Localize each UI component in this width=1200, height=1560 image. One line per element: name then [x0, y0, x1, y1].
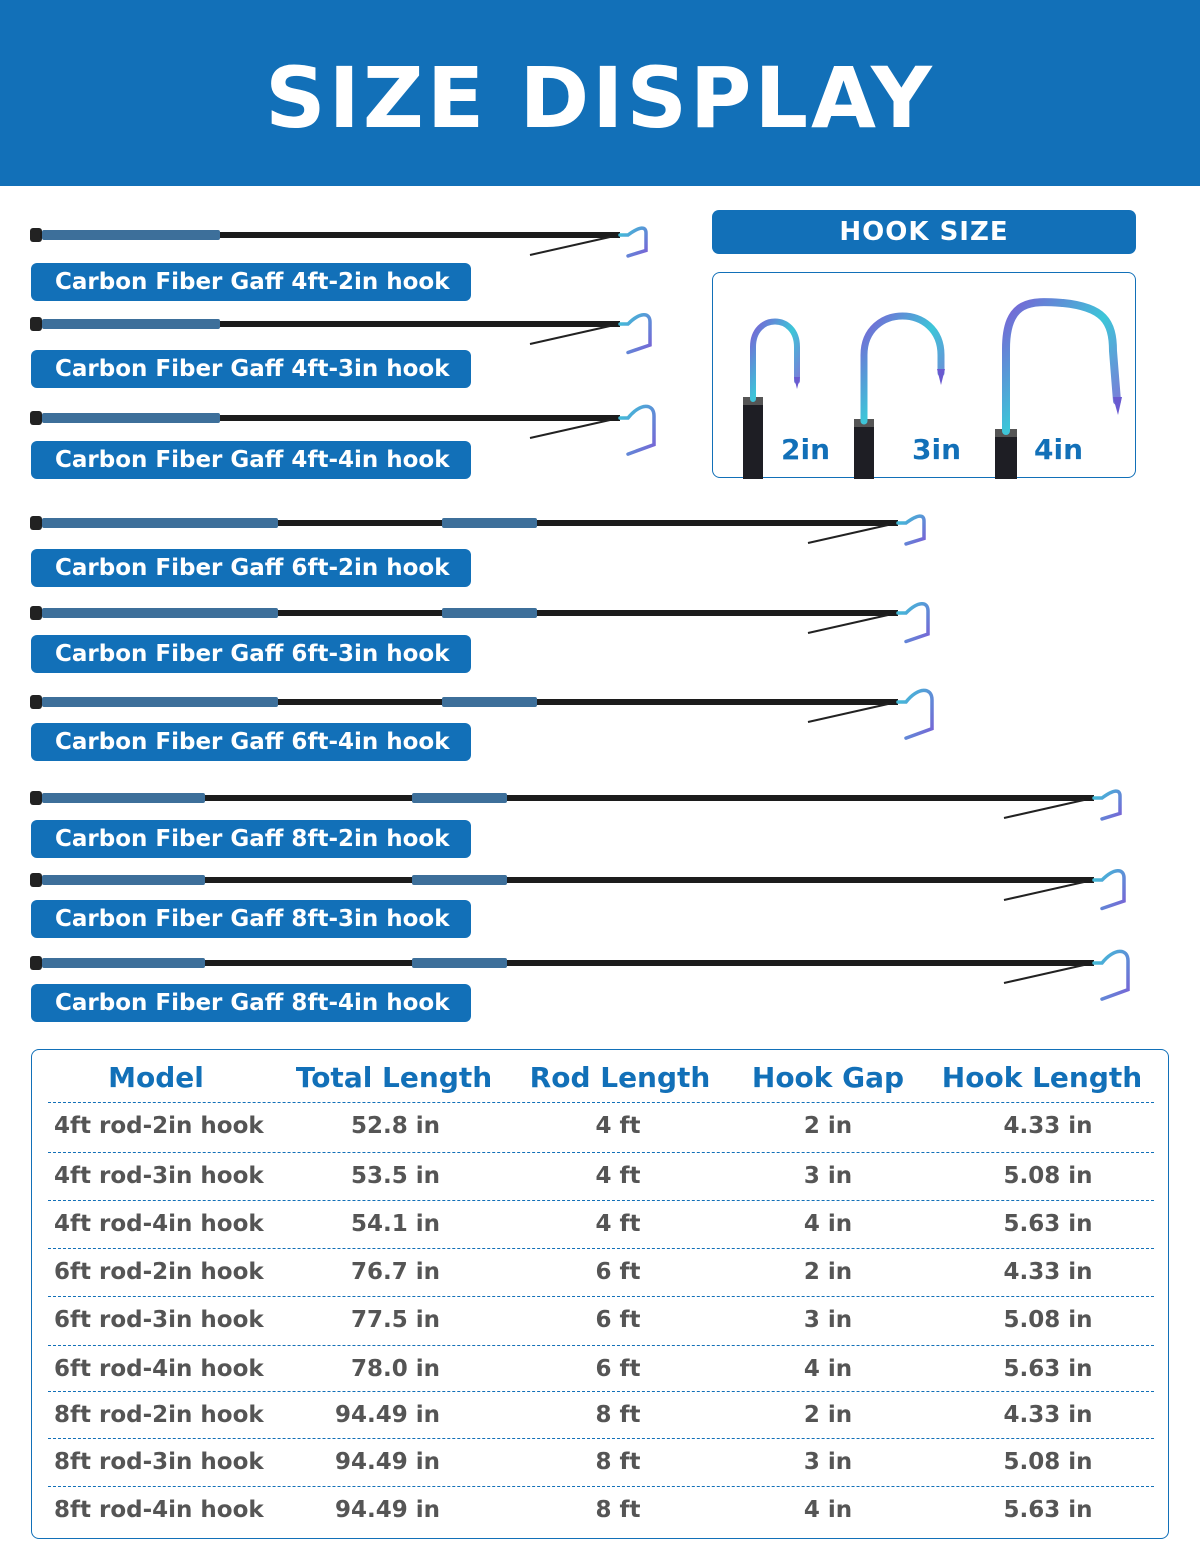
- cell-hook-gap: 2 in: [803, 1113, 853, 1139]
- hook-label-2in: 2in: [781, 433, 831, 466]
- gaff-grip: [42, 319, 220, 329]
- cell-total-length: 76.7 in: [350, 1259, 440, 1285]
- cell-rod-length: 4 ft: [595, 1163, 641, 1189]
- gaff-lanyard: [808, 525, 888, 543]
- cell-hook-gap: 4 in: [803, 1497, 853, 1523]
- table-row: [48, 1438, 1154, 1486]
- cell-rod-length: 6 ft: [595, 1307, 641, 1333]
- cell-total-length: 94.49 in: [334, 1402, 440, 1428]
- cell-total-length: 52.8 in: [350, 1113, 440, 1139]
- row-divider: [48, 1438, 1154, 1439]
- gaff-hook-icon: [620, 315, 650, 353]
- row-divider: [48, 1391, 1154, 1392]
- gaff-hook-icon: [1094, 951, 1128, 999]
- gaff-item-6ft-3in: [30, 590, 1170, 680]
- gaff-hook-icon: [898, 516, 924, 544]
- gaff-label: Carbon Fiber Gaff 6ft-3in hook: [31, 635, 471, 673]
- cell-model: 8ft rod-3in hook: [54, 1449, 264, 1475]
- gaff-lanyard: [530, 237, 610, 255]
- col-header-total-length: Total Length: [295, 1061, 493, 1094]
- gaff-item-8ft-2in: [30, 778, 1170, 868]
- gaff-label: Carbon Fiber Gaff 4ft-3in hook: [31, 350, 471, 388]
- cell-hook-gap: 3 in: [803, 1449, 853, 1475]
- gaff-label: Carbon Fiber Gaff 8ft-4in hook: [31, 984, 471, 1022]
- gaff-item-8ft-3in: [30, 862, 1170, 952]
- header-banner: [0, 0, 1200, 186]
- spec-table: [31, 1049, 1169, 1539]
- table-row: [48, 1200, 1154, 1248]
- cell-hook-length: 5.08 in: [1003, 1449, 1093, 1475]
- gaff-hook-icon: [1094, 871, 1124, 909]
- cell-hook-length: 5.63 in: [1003, 1497, 1093, 1523]
- gaff-label: Carbon Fiber Gaff 6ft-4in hook: [31, 723, 471, 761]
- cell-rod-length: 4 ft: [595, 1113, 641, 1139]
- cell-hook-gap: 3 in: [803, 1307, 853, 1333]
- cell-model: 6ft rod-4in hook: [54, 1356, 264, 1382]
- gaff-lanyard: [530, 420, 610, 438]
- cell-model: 8ft rod-4in hook: [54, 1497, 264, 1523]
- gaff-lanyard: [808, 704, 888, 722]
- cell-rod-length: 8 ft: [595, 1402, 641, 1428]
- gaff-grip: [42, 958, 205, 968]
- cell-hook-length: 5.08 in: [1003, 1307, 1093, 1333]
- gaff-item-6ft-2in: [30, 500, 1170, 590]
- cell-hook-gap: 4 in: [803, 1211, 853, 1237]
- row-divider: [48, 1296, 1154, 1297]
- gaff-grip: [42, 697, 278, 707]
- gaff-grip: [42, 518, 278, 528]
- table-row: [48, 1102, 1154, 1150]
- row-divider: [48, 1200, 1154, 1201]
- cell-total-length: 94.49 in: [334, 1497, 440, 1523]
- row-divider: [48, 1102, 1154, 1103]
- cell-model: 4ft rod-2in hook: [54, 1113, 264, 1139]
- col-header-model: Model: [108, 1061, 204, 1094]
- cell-total-length: 77.5 in: [350, 1307, 440, 1333]
- cell-model: 6ft rod-3in hook: [54, 1307, 264, 1333]
- gaff-lanyard: [1004, 800, 1084, 818]
- cell-hook-length: 5.08 in: [1003, 1163, 1093, 1189]
- gaff-grip: [42, 413, 220, 423]
- table-row: [48, 1296, 1154, 1344]
- gaff-fore-grip: [412, 958, 507, 968]
- gaff-label: Carbon Fiber Gaff 6ft-2in hook: [31, 549, 471, 587]
- cell-hook-length: 5.63 in: [1003, 1356, 1093, 1382]
- gaff-lanyard: [808, 615, 888, 633]
- gaff-hook-icon: [620, 228, 646, 256]
- cell-hook-gap: 2 in: [803, 1259, 853, 1285]
- cell-model: 8ft rod-2in hook: [54, 1402, 264, 1428]
- cell-model: 4ft rod-4in hook: [54, 1211, 264, 1237]
- table-row: [48, 1391, 1154, 1439]
- col-header-hook-length: Hook Length: [941, 1061, 1143, 1094]
- row-divider: [48, 1152, 1154, 1153]
- cell-total-length: 53.5 in: [350, 1163, 440, 1189]
- gaff-label: Carbon Fiber Gaff 8ft-2in hook: [31, 820, 471, 858]
- hook-label-4in: 4in: [1034, 433, 1084, 466]
- cell-total-length: 94.49 in: [334, 1449, 440, 1475]
- table-row: [48, 1486, 1154, 1534]
- gaff-item-6ft-4in: [30, 680, 1170, 770]
- cell-hook-length: 4.33 in: [1003, 1402, 1093, 1428]
- row-divider: [48, 1248, 1154, 1249]
- cell-hook-length: 4.33 in: [1003, 1259, 1093, 1285]
- cell-hook-gap: 4 in: [803, 1356, 853, 1382]
- hook-size-title: HOOK SIZE: [712, 210, 1136, 254]
- gaff-hook-icon: [898, 604, 928, 642]
- gaff-grip: [42, 230, 220, 240]
- gaff-lanyard: [530, 326, 610, 344]
- gaff-hook-icon: [898, 690, 932, 738]
- gaff-item-8ft-4in: [30, 944, 1170, 1034]
- gaff-label: Carbon Fiber Gaff 4ft-2in hook: [31, 263, 471, 301]
- gaff-fore-grip: [412, 875, 507, 885]
- table-row: [48, 1345, 1154, 1393]
- hook-size-panel: [712, 272, 1136, 478]
- cell-total-length: 54.1 in: [350, 1211, 440, 1237]
- gaff-fore-grip: [442, 518, 537, 528]
- page-title: SIZE DISPLAY: [265, 49, 935, 147]
- table-row: [48, 1248, 1154, 1296]
- gaff-hook-icon: [620, 406, 654, 454]
- gaff-grip: [42, 793, 205, 803]
- gaff-label: Carbon Fiber Gaff 4ft-4in hook: [31, 441, 471, 479]
- gaff-grip: [42, 875, 205, 885]
- cell-rod-length: 4 ft: [595, 1211, 641, 1237]
- hook-label-3in: 3in: [912, 433, 962, 466]
- gaff-lanyard: [1004, 965, 1084, 983]
- col-header-hook-gap: Hook Gap: [751, 1061, 905, 1094]
- cell-total-length: 78.0 in: [350, 1356, 440, 1382]
- table-row: [48, 1152, 1154, 1200]
- col-header-rod-length: Rod Length: [529, 1061, 711, 1094]
- cell-hook-gap: 3 in: [803, 1163, 853, 1189]
- row-divider: [48, 1345, 1154, 1346]
- cell-rod-length: 8 ft: [595, 1497, 641, 1523]
- cell-hook-gap: 2 in: [803, 1402, 853, 1428]
- cell-rod-length: 6 ft: [595, 1259, 641, 1285]
- gaff-hook-icon: [1094, 791, 1120, 819]
- cell-rod-length: 6 ft: [595, 1356, 641, 1382]
- cell-hook-length: 4.33 in: [1003, 1113, 1093, 1139]
- gaff-fore-grip: [442, 697, 537, 707]
- cell-model: 6ft rod-2in hook: [54, 1259, 264, 1285]
- gaff-lanyard: [1004, 882, 1084, 900]
- gaff-fore-grip: [412, 793, 507, 803]
- cell-rod-length: 8 ft: [595, 1449, 641, 1475]
- cell-model: 4ft rod-3in hook: [54, 1163, 264, 1189]
- cell-hook-length: 5.63 in: [1003, 1211, 1093, 1237]
- gaff-label: Carbon Fiber Gaff 8ft-3in hook: [31, 900, 471, 938]
- gaff-fore-grip: [442, 608, 537, 618]
- row-divider: [48, 1486, 1154, 1487]
- gaff-grip: [42, 608, 278, 618]
